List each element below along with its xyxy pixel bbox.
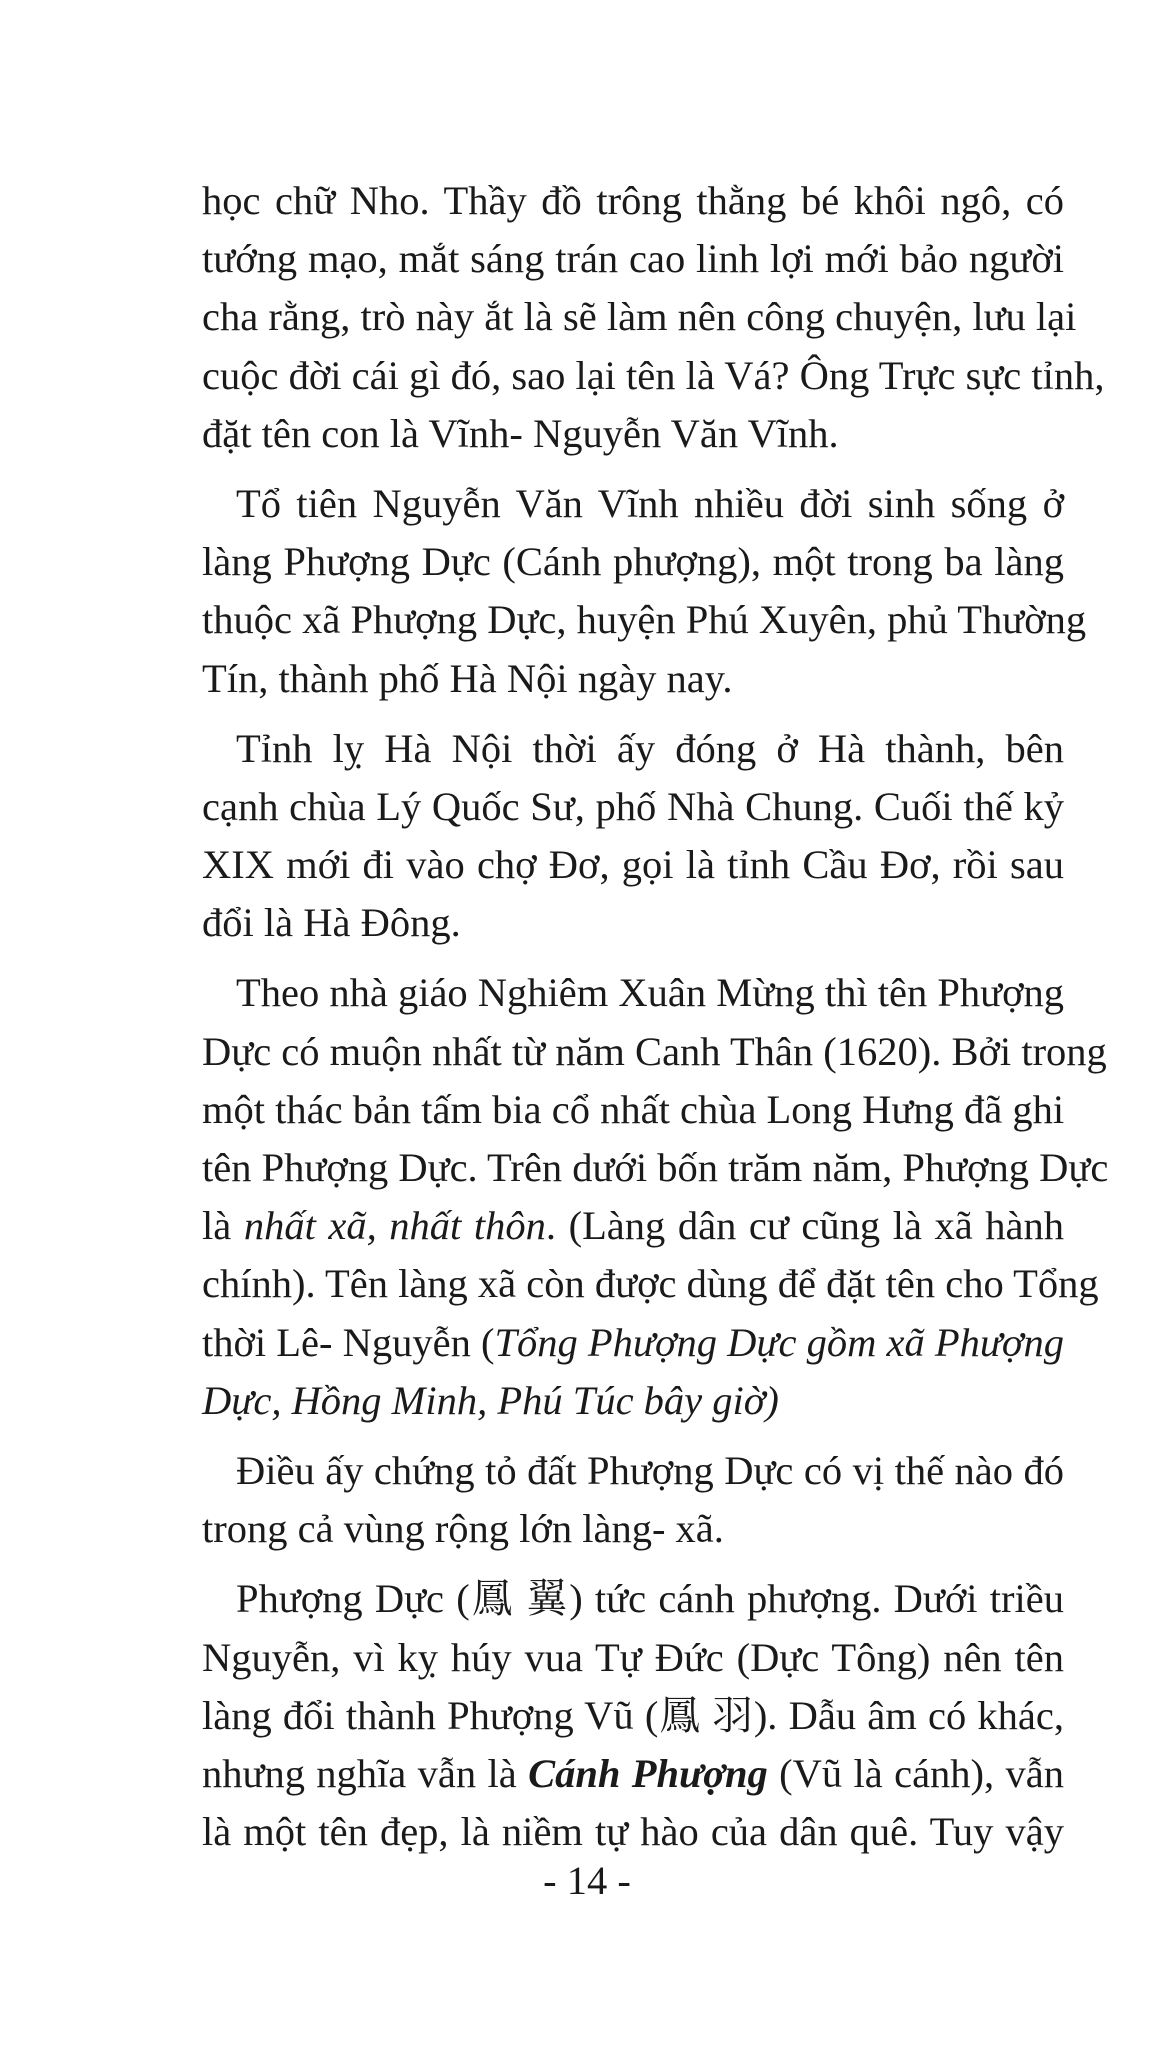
han-characters: 鳳 翼 xyxy=(469,1576,570,1622)
han-characters: 鳳 羽 xyxy=(658,1692,754,1738)
text-line xyxy=(202,1372,1064,1430)
text-run: ). Dẫu âm có khác, xyxy=(753,1692,1064,1738)
text-run: ) tức cánh phượng. Dưới triều xyxy=(569,1576,1064,1622)
text-line: XIX mới đi vào chợ Đơ, gọi là tỉnh Cầu Đơ, rồi sau xyxy=(202,842,1064,888)
text-line: Theo nhà giáo Nghiêm Xuân Mừng thì tên Phượng xyxy=(236,970,1064,1016)
text-line: một thác bản tấm bia cổ nhất chùa Long Hưng đã ghi xyxy=(202,1086,1065,1132)
text-line: tên Phượng Dực. Trên dưới bốn trăm năm, Phượng Dực xyxy=(202,1145,1109,1190)
text-line: làng Phượng Dực (Cánh phượng), một trong ba làng xyxy=(202,539,1064,585)
text-line: cuộc đời cái gì đó, sao lại tên là Vá? Ông Trực sực tỉnh, xyxy=(202,352,1105,398)
text-line: cha rằng, trò này ắt là sẽ làm nên công chuyện, lưu lại xyxy=(202,294,1077,340)
text-line xyxy=(202,1570,1064,1628)
italic-text: Tổng Phượng Dực gồm xã Phượng xyxy=(494,1319,1065,1365)
text-run: là xyxy=(202,1203,244,1249)
text-run: Phượng Dực ( xyxy=(236,1576,470,1622)
bold-italic-text: Cánh Phượng xyxy=(528,1750,768,1796)
paragraph xyxy=(202,1442,1064,1558)
paragraph xyxy=(202,1570,1064,1861)
text-line: tướng mạo, mắt sáng trán cao linh lợi mới bảo người xyxy=(202,236,1064,282)
body-text xyxy=(202,172,1109,1861)
text-run: (Vũ là cánh), vẫn xyxy=(767,1750,1064,1796)
italic-text: nhất xã, nhất thôn xyxy=(243,1203,546,1249)
text-run: nhưng nghĩa vẫn là xyxy=(202,1750,529,1796)
paragraph xyxy=(202,475,1087,708)
text-run: làng đổi thành Phượng Vũ ( xyxy=(202,1692,659,1738)
text-line: Điều ấy chứng tỏ đất Phượng Dực có vị thế nào đó xyxy=(236,1447,1064,1493)
text-line: đổi là Hà Đông. xyxy=(202,900,461,946)
text-line: chính). Tên làng xã còn được dùng để đặt tên cho Tổng xyxy=(202,1261,1099,1307)
text-line: Dực có muộn nhất từ năm Canh Thân (1620). Bởi trong xyxy=(202,1028,1107,1074)
text-line: là một tên đẹp, là niềm tự hào của dân quê. Tuy vậy xyxy=(202,1809,1064,1855)
text-line: học chữ Nho. Thầy đồ trông thằng bé khôi ngô, có xyxy=(202,178,1064,223)
text-line xyxy=(202,1314,1064,1372)
italic-text: Dực, Hồng Minh, Phú Túc bây giờ) xyxy=(202,1377,779,1423)
text-line xyxy=(202,1687,1064,1745)
paragraph xyxy=(202,172,1105,463)
text-line: Nguyễn, vì kỵ húy vua Tự Đức (Dực Tông) nên tên xyxy=(202,1634,1064,1680)
text-line: Tỉnh lỵ Hà Nội thời ấy đóng ở Hà thành, bên xyxy=(236,725,1064,771)
paragraph xyxy=(202,720,1064,953)
text-line xyxy=(202,1197,1064,1255)
text-run: . (Làng dân cư cũng là xã hành xyxy=(545,1203,1065,1249)
text-line: Tín, thành phố Hà Nội ngày nay. xyxy=(202,655,733,701)
text-run: thời Lê- Nguyễn ( xyxy=(202,1319,495,1365)
text-line xyxy=(202,1745,1064,1803)
text-line: cạnh chùa Lý Quốc Sư, phố Nhà Chung. Cuối thế kỷ xyxy=(202,783,1064,829)
text-line: trong cả vùng rộng lớn làng- xã. xyxy=(202,1506,724,1552)
paragraph xyxy=(202,964,1109,1430)
text-line: thuộc xã Phượng Dực, huyện Phú Xuyên, phủ Thường xyxy=(202,597,1087,643)
text-line: đặt tên con là Vĩnh- Nguyễn Văn Vĩnh. xyxy=(202,410,839,456)
page-number: - 14 - xyxy=(543,1858,631,1903)
text-line: Tổ tiên Nguyễn Văn Vĩnh nhiều đời sinh sống ở xyxy=(236,480,1064,526)
